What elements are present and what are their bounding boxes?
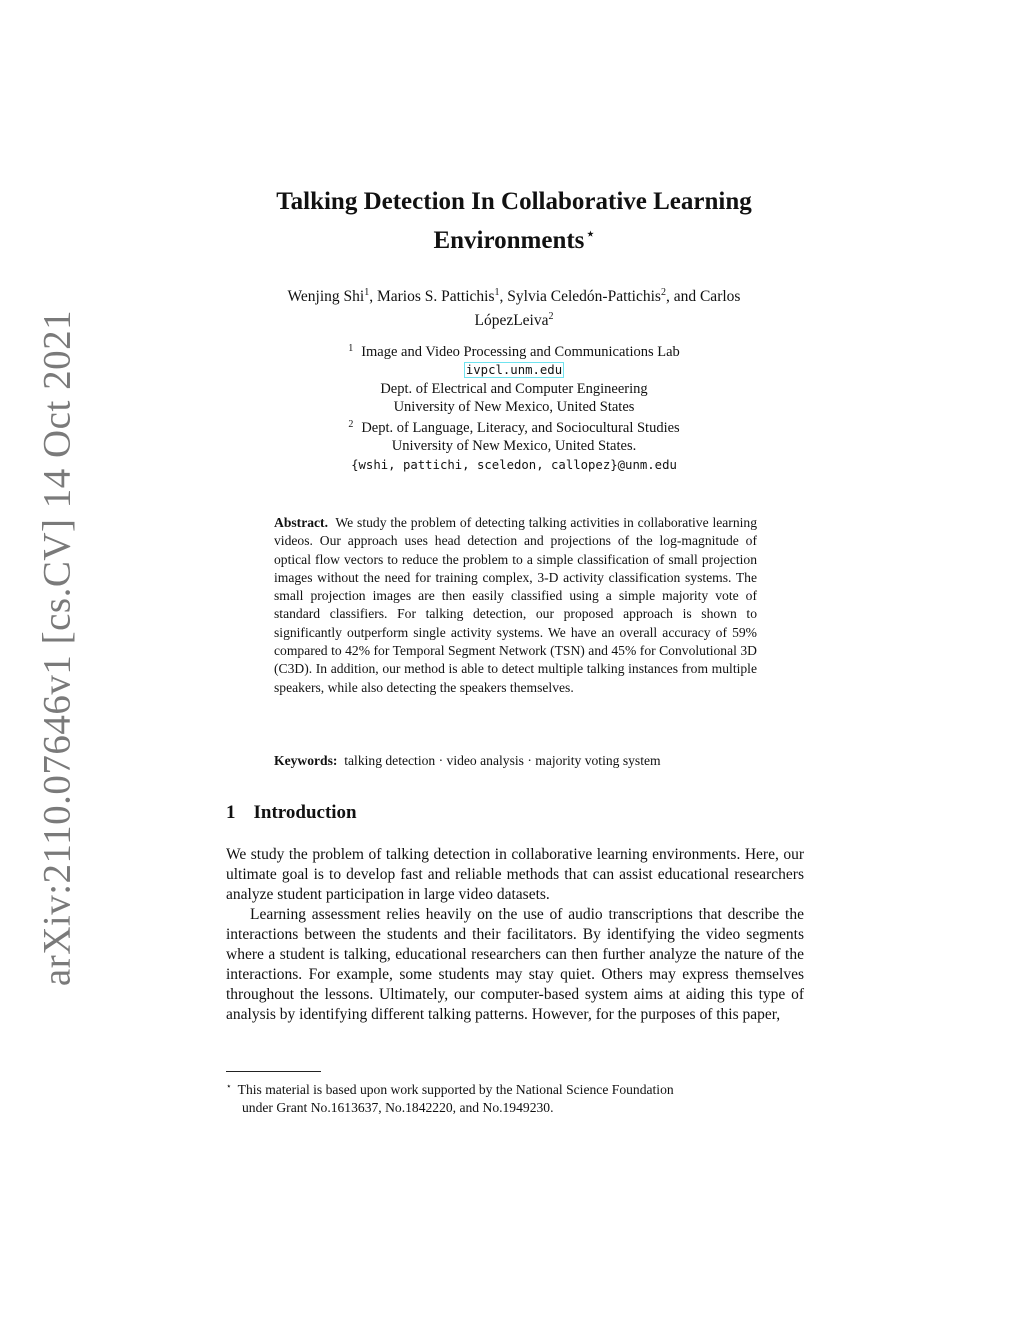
author-affiliation-mark: 2 (548, 311, 554, 322)
abstract-label: Abstract. (274, 515, 328, 530)
title-line-2: Environments (433, 227, 585, 254)
author-name: , and Carlos (665, 288, 741, 305)
abstract (274, 514, 757, 697)
affiliation-1-university: University of New Mexico, United States (393, 398, 635, 415)
author-affiliation-mark: 2 (660, 287, 666, 298)
footnote-mark: ⋆ (226, 1081, 232, 1091)
affiliation-1-department: Dept. of Electrical and Computer Engineering (380, 380, 648, 397)
footnote-line-1: This material is based upon work supported by the National Science Foundation (237, 1082, 674, 1097)
keywords-text: talking detection · video analysis · majority voting system (344, 753, 661, 768)
section-title: Introduction (253, 802, 357, 823)
paragraph: Learning assessment relies heavily on the use of audio transcriptions that describe the interactions between the students and their facilitators. By identifying the video segments where a student is talking, educational researchers can then further analyze the nature of the interactions. For example, some students may stay quiet. Others may express themselves throughout the lessons. Ultimately, our computer-based system aims at aiding this type of analysis by identifying different talking patterns. However, for the purposes of this paper, (226, 906, 804, 1023)
affiliations (214, 340, 814, 474)
title-line-1: Talking Detection In Collaborative Learning (276, 188, 752, 215)
author-emails: {wshi, pattichi, sceledon, callopez}@unm.edu (351, 457, 677, 472)
paper-title (214, 186, 814, 257)
title-footnote-mark: ⋆ (586, 226, 595, 241)
section-number: 1 (226, 802, 236, 823)
keywords (274, 752, 774, 770)
affiliation-1-lab: $^1$ Image and Video Processing and Communications Lab (348, 343, 680, 360)
affiliation-number: 1 (348, 343, 354, 354)
author-name: , Sylvia Celedón-Pattichis (499, 288, 661, 305)
section-heading (226, 802, 357, 824)
footnote (226, 1077, 804, 1117)
footnote-divider (226, 1071, 321, 1072)
body-text (226, 845, 804, 1025)
affiliation-number: 2 (348, 419, 354, 431)
lab-url-link[interactable]: ivpcl.unm.edu (465, 363, 563, 378)
footnote-line-2: under Grant No.1613637, No.1842220, and No.1949230. (242, 1100, 554, 1115)
affiliation-2-department: $^2$ Dept. of Language, Literacy, and Sociocultural Studies (348, 419, 680, 437)
author-name: , Marios S. Pattichis (369, 288, 495, 305)
paragraph: We study the problem of talking detection in collaborative learning environments. Here, our ultimate goal is to develop fast and reliable methods that can assist educational researchers analyze student participation in large video datasets. (226, 846, 804, 903)
author-list (214, 283, 814, 331)
keywords-label: Keywords: (274, 753, 338, 768)
author-name: LópezLeiva (474, 312, 549, 329)
author-affiliation-mark: 1 (364, 287, 370, 298)
abstract-text: We study the problem of detecting talking activities in collaborative learning videos. Our approach uses head detection and projections of the log-magnitude of optical flow vectors to reduce the problem to a simple classification of small projection images without the need for training complex, 3-D activity classification systems. The small projection images are then easily classified using a simple majority vote of standard classifiers. For talking detection, our proposed approach is shown to significantly outperform single activity systems. We have an overall accuracy of 59% compared to 42% for Temporal Segment Network (TSN) and 45% for Convolutional 3D (C3D). In addition, our method is able to detect multiple talking instances from multiple speakers, while also detecting the speakers themselves. (274, 515, 757, 695)
author-affiliation-mark: 1 (494, 287, 500, 298)
affiliation-1-url-line (214, 361, 814, 379)
affiliation-2-university: University of New Mexico, United States. (391, 438, 637, 455)
author-name: Wenjing Shi (287, 288, 365, 305)
arxiv-identifier: arXiv:2110.07646v1 [cs.CV] 14 Oct 2021 (35, 309, 79, 987)
